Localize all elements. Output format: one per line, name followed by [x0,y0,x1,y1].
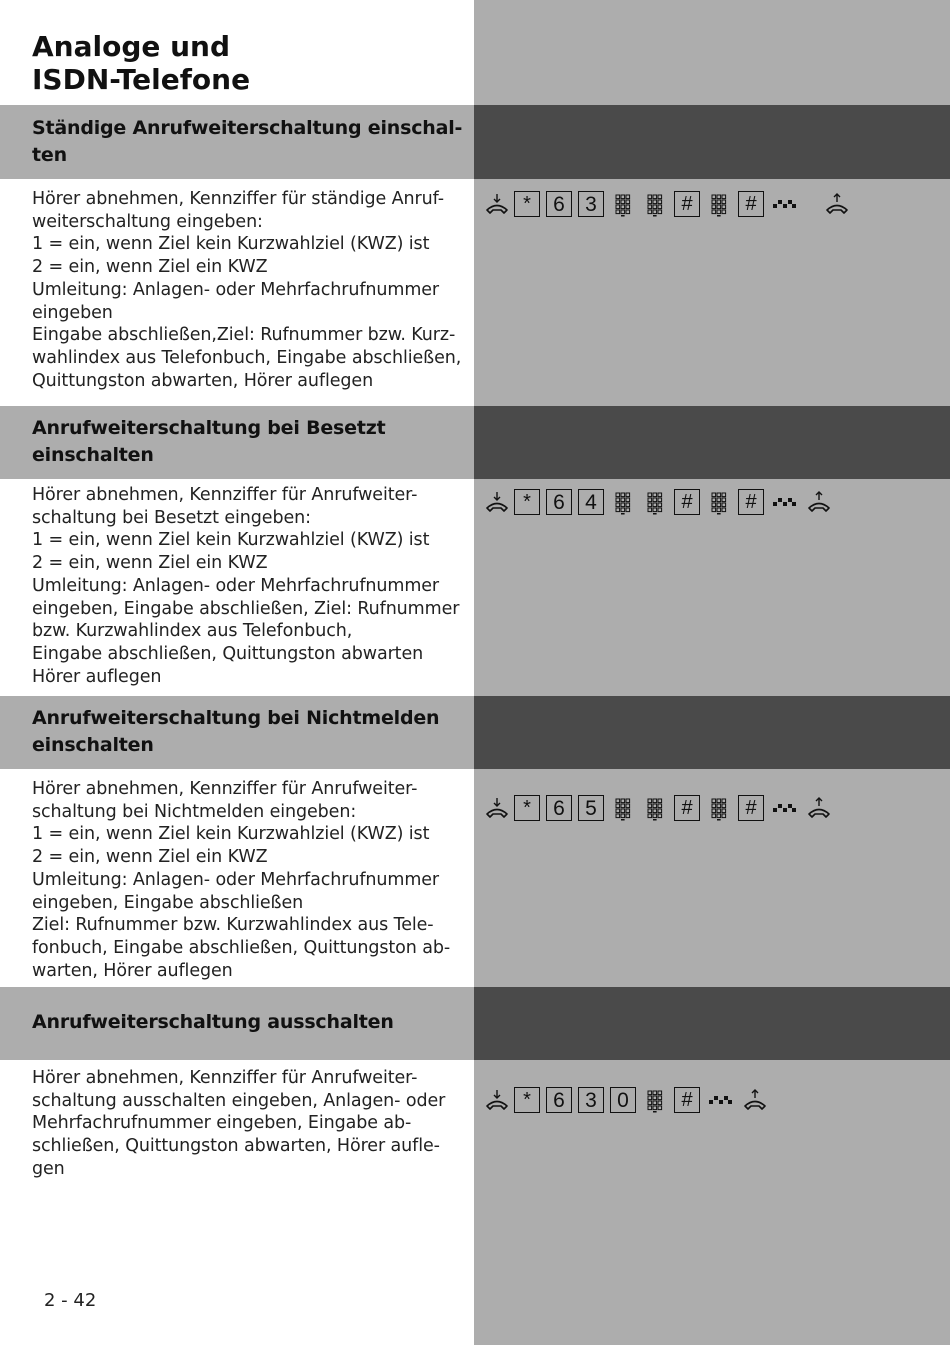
section-header-band-dark [474,696,950,769]
section-header-band-dark [474,987,950,1060]
digit-key-6: 6 [546,191,572,217]
handset-lift-icon [484,489,510,515]
confirmation-tone-icon [770,489,800,515]
digit-key-6: 6 [546,489,572,515]
section-description: Hörer abnehmen, Kennziffer für Anrufweiter- schaltung bei Nichtmelden eingeben: 1 = ein, wenn Ziel kein Kurzwahlziel (KWZ) ist 2 = ein, wenn Ziel ein KWZ Umleitung: Anlagen- oder Mehrfachrufnummer eingeben, Eingabe abschließen Ziel: Rufnummer bzw. Kurzwahlindex aus Tele- fonbuch, Eingabe abschließen, Quittungston ab- warten, Hörer auflegen [32,779,451,981]
star-key: * [514,191,540,217]
handset-lift-icon [484,191,510,217]
confirmation-tone-icon [770,795,800,821]
digit-key-5: 5 [578,795,604,821]
digit-key-6: 6 [546,795,572,821]
digit-key-3: 3 [578,191,604,217]
star-key: * [514,489,540,515]
enter-digits-icon [706,795,732,821]
handset-hangup-icon [806,795,832,821]
section-description: Hörer abnehmen, Kennziffer für Anrufweiter- schaltung ausschalten eingeben, Anlagen- oder Mehrfachrufnummer eingeben, Eingabe ab- schließen, Quittungston abwarten, Hörer aufle- gen [32,1068,446,1179]
enter-digits-icon [706,191,732,217]
hash-key: # [674,795,700,821]
section-description: Hörer abnehmen, Kennziffer für ständige Anruf- weiterschaltung eingeben: 1 = ein, wenn Ziel kein Kurzwahlziel (KWZ) ist 2 = ein, wenn Ziel ein KWZ Umleitung: Anlagen- oder Mehrfachrufnummer eingeben Eingabe abschließen,Ziel: Rufnummer bzw. Kurz- wahlindex aus Telefonbuch, Eingabe abschließen, Quittungston abwarten, Hörer auflegen [32,189,462,391]
hash-key: # [674,1087,700,1113]
hash-key: # [738,191,764,217]
digit-key-6: 6 [546,1087,572,1113]
enter-digits-icon [706,489,732,515]
enter-digits-icon [642,795,668,821]
digit-key-3: 3 [578,1087,604,1113]
hash-key: # [674,191,700,217]
section-header-band-dark [474,406,950,479]
star-key: * [514,795,540,821]
enter-digits-icon [642,1087,668,1113]
page-title: Analoge und ISDN-Telefone [32,30,251,96]
star-key: * [514,1087,540,1113]
handset-lift-icon [484,1087,510,1113]
section-title: Anrufweiterschaltung ausschalten [32,1011,394,1033]
section-title: Anrufweiterschaltung bei Besetzt einschalten [32,417,386,466]
hash-key: # [738,489,764,515]
enter-digits-icon [642,489,668,515]
enter-digits-icon [610,489,636,515]
enter-digits-icon [610,191,636,217]
section-header-band-dark [474,105,950,179]
key-sequence [484,190,854,218]
digit-key-0: 0 [610,1087,636,1113]
handset-hangup-icon [742,1087,768,1113]
handset-hangup-icon [806,489,832,515]
confirmation-tone-icon [770,191,800,217]
section-title: Ständige Anrufweiterschaltung einschal- ten [32,117,463,166]
page-number: 2 - 42 [44,1290,97,1311]
section-description: Hörer abnehmen, Kennziffer für Anrufweiter- schaltung bei Besetzt eingeben: 1 = ein, wenn Ziel kein Kurzwahlziel (KWZ) ist 2 = ein, wenn Ziel ein KWZ Umleitung: Anlagen- oder Mehrfachrufnummer eingeben, Eingabe abschließen, Ziel: Rufnummer bzw. Kurzwahlindex aus Telefonbuch, Eingabe abschließen, Quittungston abwarten Hörer auflegen [32,485,460,687]
key-sequence [484,488,836,516]
key-sequence [484,1086,772,1114]
confirmation-tone-icon [706,1087,736,1113]
handset-lift-icon [484,795,510,821]
hash-key: # [674,489,700,515]
hash-key: # [738,795,764,821]
key-sequence [484,794,836,822]
enter-digits-icon [642,191,668,217]
section-title: Anrufweiterschaltung bei Nichtmelden einschalten [32,707,440,756]
handset-hangup-icon [824,191,850,217]
enter-digits-icon [610,795,636,821]
digit-key-4: 4 [578,489,604,515]
